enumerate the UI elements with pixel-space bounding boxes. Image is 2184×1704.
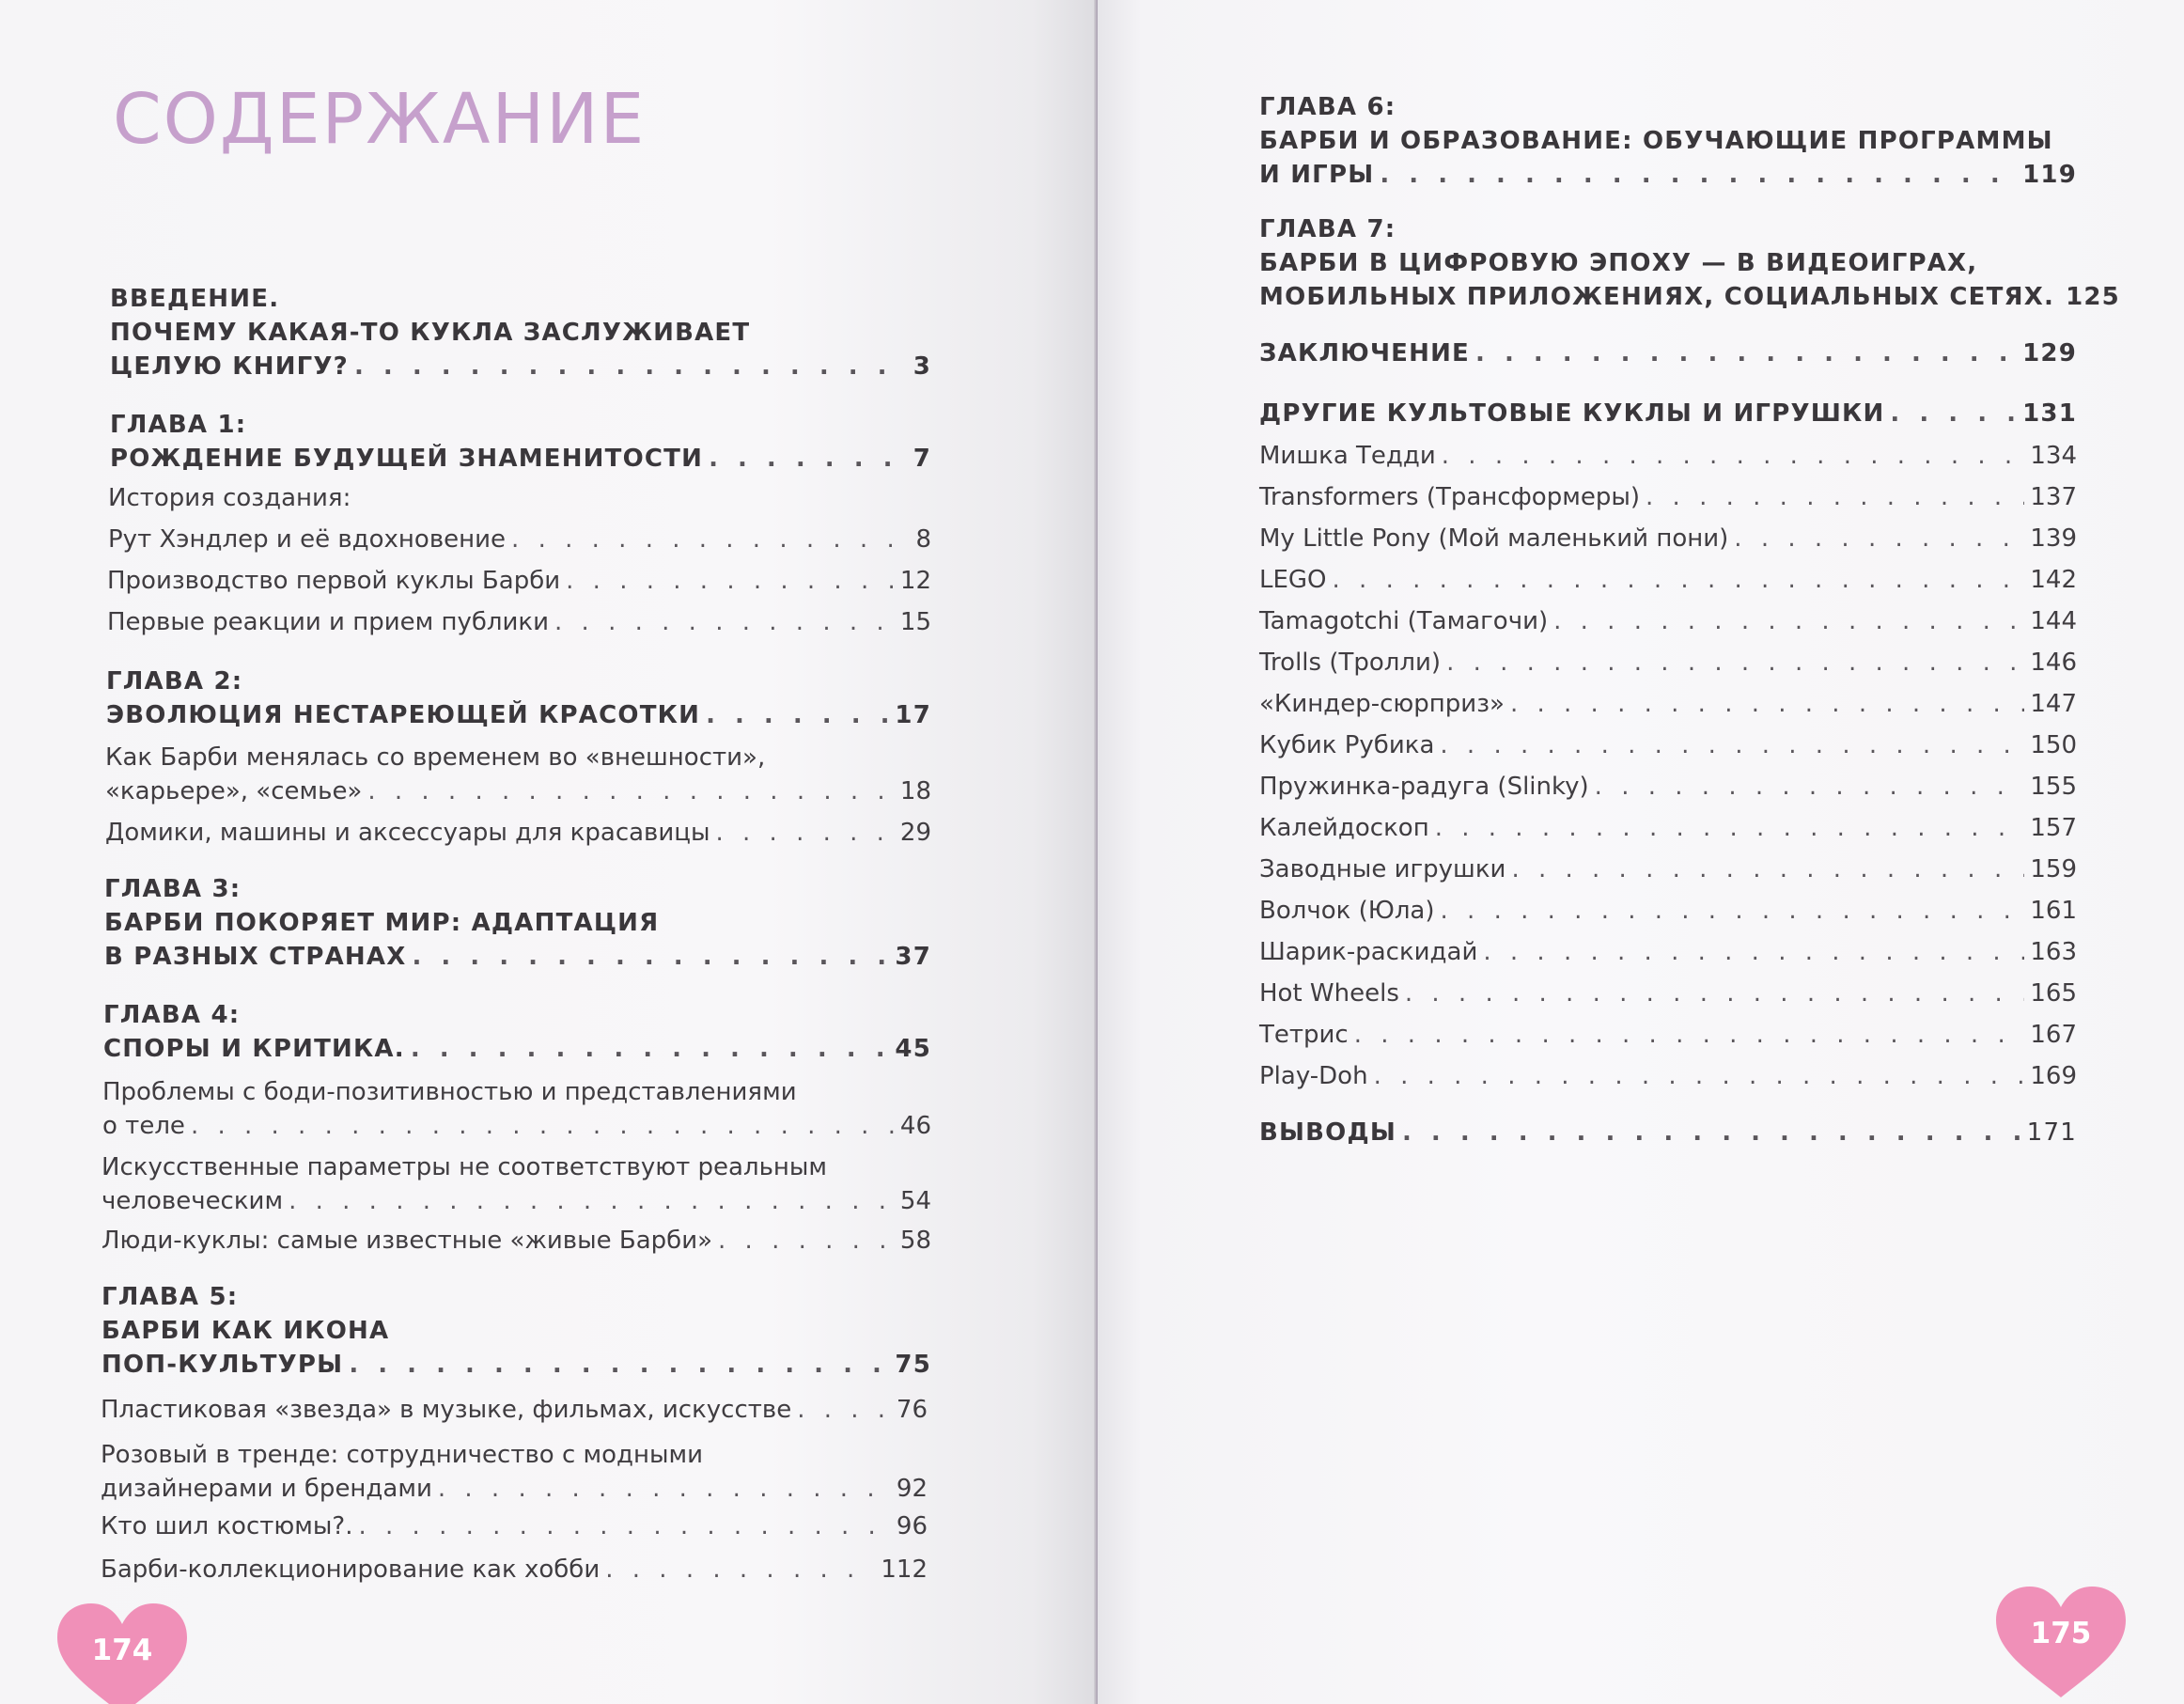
leader-dots <box>709 442 908 476</box>
toc-entry-chapter-5[interactable] <box>101 1280 931 1382</box>
toc-line <box>110 408 931 442</box>
toc-line <box>110 442 931 476</box>
toc-line <box>103 998 931 1032</box>
toc-line <box>1259 246 2077 280</box>
toc-entry-label: «Киндер-сюрприз» <box>1259 690 1505 718</box>
toc-subentry-kinder-surprise[interactable] <box>1259 687 2077 721</box>
toc-entry-label: Tamagotchi (Тамагочи) <box>1259 607 1549 635</box>
toc-page-number: 169 <box>2030 1062 2077 1090</box>
toc-subentry-hot-wheels[interactable] <box>1259 977 2077 1010</box>
toc-line <box>101 1224 931 1258</box>
leader-dots <box>511 523 910 556</box>
leader-dots <box>412 940 889 974</box>
toc-entry-label: Шарик-раскидай <box>1259 938 1478 966</box>
toc-subentry-wind-up-toys[interactable] <box>1259 852 2077 886</box>
leader-dots <box>718 1224 895 1258</box>
toc-line <box>104 906 931 940</box>
toc-entry-label: И ИГРЫ <box>1259 161 1375 189</box>
toc-page-number: 75 <box>895 1351 931 1379</box>
toc-subentry-accessories[interactable] <box>105 816 931 850</box>
toc-entry-label: Пластиковая «звезда» в музыке, фильмах, искусстве <box>101 1396 792 1424</box>
toc-subentry-plastic-star[interactable] <box>101 1393 928 1427</box>
toc-page-number: 137 <box>2030 483 2077 511</box>
toc-page-number: 18 <box>899 777 931 805</box>
toc-entry-label: о теле <box>102 1112 185 1140</box>
toc-page-number: 119 <box>2022 161 2077 189</box>
toc-entry-label: Тетрис <box>1259 1021 1349 1049</box>
page-number: 174 <box>91 1634 153 1667</box>
toc-entry-label: ГЛАВА 5: <box>101 1283 239 1311</box>
toc-entry-label: СПОРЫ И КРИТИКА. <box>103 1035 405 1063</box>
toc-entry-label: МОБИЛЬНЫХ ПРИЛОЖЕНИЯХ, СОЦИАЛЬНЫХ СЕТЯХ. <box>1259 283 2055 311</box>
toc-line <box>1259 480 2077 514</box>
toc-entry-label: ДРУГИЕ КУЛЬТОВЫЕ КУКЛЫ И ИГРУШКИ <box>1259 399 1885 428</box>
toc-subentry-kaleidoscope[interactable] <box>1259 811 2077 845</box>
toc-subentry-ruth-handler[interactable] <box>108 523 931 556</box>
toc-line <box>101 1184 931 1218</box>
toc-entry-label: ЭВОЛЮЦИЯ НЕСТАРЕЮЩЕЙ КРАСОТКИ <box>106 701 701 729</box>
leader-dots <box>1440 728 2024 762</box>
toc-entry-label: Проблемы с боди-позитивностью и представлениями <box>102 1078 797 1106</box>
toc-line <box>1259 1018 2077 1052</box>
toc-subentry-rubiks-cube[interactable] <box>1259 728 2077 762</box>
toc-line <box>1259 336 2077 370</box>
leader-dots <box>797 1393 891 1427</box>
toc-entry-label: LEGO <box>1259 566 1327 594</box>
toc-line <box>1259 522 2077 555</box>
leader-dots <box>411 1032 890 1066</box>
leader-dots <box>1374 1059 2025 1093</box>
toc-line <box>1259 90 2077 124</box>
toc-page-number: 17 <box>895 701 931 729</box>
leader-dots <box>367 774 895 808</box>
page-number: 175 <box>2030 1617 2092 1650</box>
toc-entry-label: Люди-куклы: самые известные «живые Барби» <box>101 1227 713 1255</box>
toc-entry-label: Первые реакции и прием публики <box>107 608 550 636</box>
toc-subentry-slinky[interactable] <box>1259 770 2077 804</box>
toc-subentry-first-doll[interactable] <box>107 564 931 598</box>
toc-line <box>1259 604 2077 638</box>
toc-entry-label: ВВЕДЕНИЕ. <box>110 285 280 313</box>
toc-subentry-teddy-bear[interactable] <box>1259 439 2077 473</box>
toc-subentry-history[interactable] <box>108 481 931 515</box>
toc-page-number: 134 <box>2030 442 2077 470</box>
toc-page-number: 92 <box>896 1475 928 1503</box>
toc-page-number: 46 <box>899 1112 931 1140</box>
toc-page-number: 15 <box>899 608 931 636</box>
toc-page-number: 165 <box>2030 979 2077 1008</box>
toc-line <box>1259 280 2120 314</box>
toc-entry-label: ГЛАВА 7: <box>1259 215 1396 243</box>
toc-entry-label: ВЫВОДЫ <box>1259 1118 1396 1147</box>
toc-subentry-my-little-pony[interactable] <box>1259 522 2077 555</box>
toc-line <box>1259 563 2077 597</box>
toc-entry-conclusion[interactable] <box>1259 336 2077 370</box>
toc-line <box>110 282 931 316</box>
toc-page-number: 142 <box>2030 566 2077 594</box>
toc-line <box>110 350 931 383</box>
toc-page-number: 150 <box>2030 731 2077 759</box>
toc-line <box>1259 439 2077 473</box>
toc-entry-label: Transformers (Трансформеры) <box>1259 483 1641 511</box>
toc-subentry-collecting[interactable] <box>101 1553 928 1587</box>
toc-page-number: 45 <box>895 1035 931 1063</box>
leader-dots <box>1890 397 2017 430</box>
toc-page-number: 161 <box>2030 897 2077 925</box>
toc-entry-label: «карьере», «семье» <box>105 777 363 805</box>
toc-entry-label: Производство первой куклы Барби <box>107 567 561 595</box>
toc-line <box>101 1150 931 1184</box>
leader-dots <box>1475 336 2017 370</box>
toc-entry-chapter-7[interactable] <box>1259 212 2120 314</box>
toc-entry-label: ГЛАВА 6: <box>1259 93 1396 121</box>
leader-dots <box>1435 811 2025 845</box>
leader-dots <box>359 1509 891 1543</box>
toc-subentry-lego[interactable] <box>1259 563 2077 597</box>
toc-page-number: 112 <box>881 1555 928 1584</box>
toc-entry-label: ПОП-КУЛЬТУРЫ <box>101 1351 344 1379</box>
toc-line <box>1259 1059 2077 1093</box>
toc-page-number: 125 <box>2066 283 2120 311</box>
toc-page-number: 167 <box>2030 1021 2077 1049</box>
toc-entry-label: БАРБИ В ЦИФРОВУЮ ЭПОХУ — В ВИДЕОИГРАХ, <box>1259 249 1978 277</box>
toc-entry-other-toys[interactable] <box>1259 397 2077 430</box>
toc-line <box>105 741 931 774</box>
toc-line <box>101 1509 928 1543</box>
toc-line <box>1259 158 2077 192</box>
toc-line <box>1259 770 2077 804</box>
page-title: СОДЕРЖАНИЕ <box>113 79 647 160</box>
toc-page-number: 3 <box>913 352 931 381</box>
leader-dots <box>1405 977 2024 1010</box>
toc-subentry-tamagotchi[interactable] <box>1259 604 2077 638</box>
toc-page-number: 96 <box>896 1512 928 1540</box>
toc-entry-label: ПОЧЕМУ КАКАЯ-ТО КУКЛА ЗАСЛУЖИВАЕТ <box>110 319 751 347</box>
leader-dots <box>438 1472 891 1506</box>
toc-subentry-first-reactions[interactable] <box>107 605 931 639</box>
toc-subentry-transformers[interactable] <box>1259 480 2077 514</box>
toc-entry-label: человеческим <box>101 1187 284 1215</box>
toc-page-number: 37 <box>895 943 931 971</box>
toc-page-number: 139 <box>2030 524 2077 553</box>
toc-entry-label: Калейдоскоп <box>1259 814 1429 842</box>
toc-line <box>101 1280 931 1314</box>
toc-line <box>1259 728 2077 762</box>
toc-entry-label: РОЖДЕНИЕ БУДУЩЕЙ ЗНАМЕНИТОСТИ <box>110 445 704 473</box>
toc-entry-label: Искусственные параметры не соответствуют реальным <box>101 1153 828 1181</box>
toc-page-number: 58 <box>899 1227 931 1255</box>
toc-page-number: 147 <box>2030 690 2077 718</box>
toc-subentry-living-barbies[interactable] <box>101 1224 931 1258</box>
leader-dots <box>1446 646 2024 680</box>
leader-dots <box>1595 770 2025 804</box>
toc-line <box>101 1348 931 1382</box>
toc-line <box>1259 1116 2077 1149</box>
toc-line <box>102 1075 931 1109</box>
toc-entry-label: ЦЕЛУЮ КНИГУ? <box>110 352 349 381</box>
toc-subentry-trolls[interactable] <box>1259 646 2077 680</box>
toc-page-number: 163 <box>2030 938 2077 966</box>
toc-page-number: 171 <box>2026 1118 2077 1147</box>
toc-entry-chapter-1[interactable] <box>110 408 931 476</box>
toc-entry-label: Кубик Рубика <box>1259 731 1435 759</box>
toc-subentry-yo-yo-ball[interactable] <box>1259 935 2077 969</box>
toc-line <box>102 1109 931 1143</box>
toc-page-number: 7 <box>913 445 931 473</box>
toc-entry-label: Заводные игрушки <box>1259 855 1506 883</box>
toc-entry-label: Розовый в тренде: сотрудничество с модными <box>101 1441 704 1469</box>
toc-entry-label: В РАЗНЫХ СТРАНАХ <box>104 943 407 971</box>
toc-line <box>101 1393 928 1427</box>
leader-dots <box>1402 1116 2021 1149</box>
toc-page-number: 54 <box>899 1187 931 1215</box>
toc-entry-introduction[interactable] <box>110 282 931 383</box>
toc-entry-label: My Little Pony (Мой маленький пони) <box>1259 524 1729 553</box>
toc-subentry-tetris[interactable] <box>1259 1018 2077 1052</box>
toc-entry-label: ГЛАВА 3: <box>104 875 242 903</box>
toc-entry-label: Барби-коллекционирование как хобби <box>101 1555 601 1584</box>
toc-page-number: 159 <box>2030 855 2077 883</box>
toc-line <box>104 872 931 906</box>
toc-subentry-pink-trend[interactable] <box>101 1438 928 1506</box>
toc-page-number: 8 <box>915 525 931 554</box>
toc-line <box>1259 397 2077 430</box>
toc-line <box>1259 212 2077 246</box>
leader-dots <box>1441 894 2025 928</box>
leader-dots <box>1734 522 2024 555</box>
toc-line <box>107 564 931 598</box>
toc-line <box>1259 124 2077 158</box>
leader-dots <box>1511 852 2024 886</box>
leader-dots <box>1442 439 2025 473</box>
leader-dots <box>566 564 895 598</box>
leader-dots <box>554 605 895 639</box>
toc-line <box>1259 687 2077 721</box>
toc-page-number: 129 <box>2022 339 2077 367</box>
leader-dots <box>1553 604 2024 638</box>
toc-entry-conclusions[interactable] <box>1259 1116 2077 1149</box>
toc-subentry-play-doh[interactable] <box>1259 1059 2077 1093</box>
toc-page-number: 144 <box>2030 607 2077 635</box>
toc-subentry-spinning-top[interactable] <box>1259 894 2077 928</box>
toc-entry-label: Рут Хэндлер и её вдохновение <box>108 525 507 554</box>
leader-dots <box>1380 158 2017 192</box>
leader-dots <box>706 698 889 732</box>
toc-entry-label: Пружинка-радуга (Slinky) <box>1259 773 1589 801</box>
leader-dots <box>354 350 908 383</box>
toc-page-number: 157 <box>2030 814 2077 842</box>
toc-page-number: 12 <box>899 567 931 595</box>
toc-line <box>1259 852 2077 886</box>
toc-line <box>101 1438 928 1472</box>
toc-entry-chapter-2[interactable] <box>106 664 931 732</box>
toc-entry-label: Trolls (Тролли) <box>1259 649 1442 677</box>
toc-entry-label: Как Барби менялась со временем во «внешности», <box>105 743 766 772</box>
leader-dots <box>289 1184 895 1218</box>
toc-entry-chapter-4[interactable] <box>103 998 931 1066</box>
right-page <box>1098 0 2184 1704</box>
toc-line <box>108 523 931 556</box>
toc-entry-label: Hot Wheels <box>1259 979 1399 1008</box>
toc-entry-label: дизайнерами и брендами <box>101 1475 432 1503</box>
toc-line <box>105 774 931 808</box>
toc-entry-label: Play-Doh <box>1259 1062 1368 1090</box>
toc-page-number: 76 <box>896 1396 928 1424</box>
leader-dots <box>1354 1018 2025 1052</box>
toc-entry-label: Мишка Тедди <box>1259 442 1436 470</box>
page-number-heart-right <box>1990 1581 2131 1703</box>
toc-entry-label: Волчок (Юла) <box>1259 897 1435 925</box>
toc-line <box>108 481 931 515</box>
toc-line <box>103 1032 931 1066</box>
toc-entry-chapter-3[interactable] <box>104 872 931 974</box>
toc-line <box>101 1472 928 1506</box>
leader-dots <box>716 816 895 850</box>
toc-entry-label: ГЛАВА 2: <box>106 667 243 696</box>
leader-dots <box>1646 480 2024 514</box>
toc-line <box>106 698 931 732</box>
toc-line <box>105 816 931 850</box>
toc-page-number: 29 <box>899 819 931 847</box>
toc-line <box>106 664 931 698</box>
toc-entry-label: Кто шил костюмы?. <box>101 1512 353 1540</box>
leader-dots <box>1333 563 2025 597</box>
leader-dots <box>605 1553 875 1587</box>
leader-dots <box>349 1348 889 1382</box>
toc-entry-label: БАРБИ И ОБРАЗОВАНИЕ: ОБУЧАЮЩИЕ ПРОГРАММЫ <box>1259 127 2053 155</box>
toc-entry-label: История создания: <box>108 484 351 512</box>
toc-entry-label: БАРБИ КАК ИКОНА <box>101 1317 390 1345</box>
toc-entry-label: ГЛАВА 1: <box>110 411 247 439</box>
toc-line <box>101 1314 931 1348</box>
toc-line <box>1259 977 2077 1010</box>
toc-subentry-changes[interactable] <box>105 741 931 808</box>
toc-page-number: 146 <box>2030 649 2077 677</box>
toc-entry-label: БАРБИ ПОКОРЯЕТ МИР: АДАПТАЦИЯ <box>104 909 660 937</box>
toc-subentry-body-positivity[interactable] <box>102 1075 931 1143</box>
toc-line <box>1259 935 2077 969</box>
toc-page-number: 155 <box>2030 773 2077 801</box>
toc-subentry-parameters[interactable] <box>101 1150 931 1218</box>
toc-line <box>101 1553 928 1587</box>
toc-line <box>1259 811 2077 845</box>
toc-entry-chapter-6[interactable] <box>1259 90 2077 192</box>
toc-entry-label: Домики, машины и аксессуары для красавицы <box>105 819 710 847</box>
toc-line <box>110 316 931 350</box>
leader-dots <box>191 1109 895 1143</box>
toc-entry-label: ГЛАВА 4: <box>103 1001 241 1029</box>
toc-entry-label: ЗАКЛЮЧЕНИЕ <box>1259 339 1471 367</box>
toc-page-number: 131 <box>2022 399 2077 428</box>
toc-line <box>104 940 931 974</box>
leader-dots <box>1510 687 2024 721</box>
leader-dots <box>1483 935 2024 969</box>
page-number-heart-left <box>52 1598 193 1704</box>
toc-line <box>1259 894 2077 928</box>
toc-line <box>107 605 931 639</box>
toc-subentry-costumes[interactable] <box>101 1509 928 1543</box>
toc-line <box>1259 646 2077 680</box>
